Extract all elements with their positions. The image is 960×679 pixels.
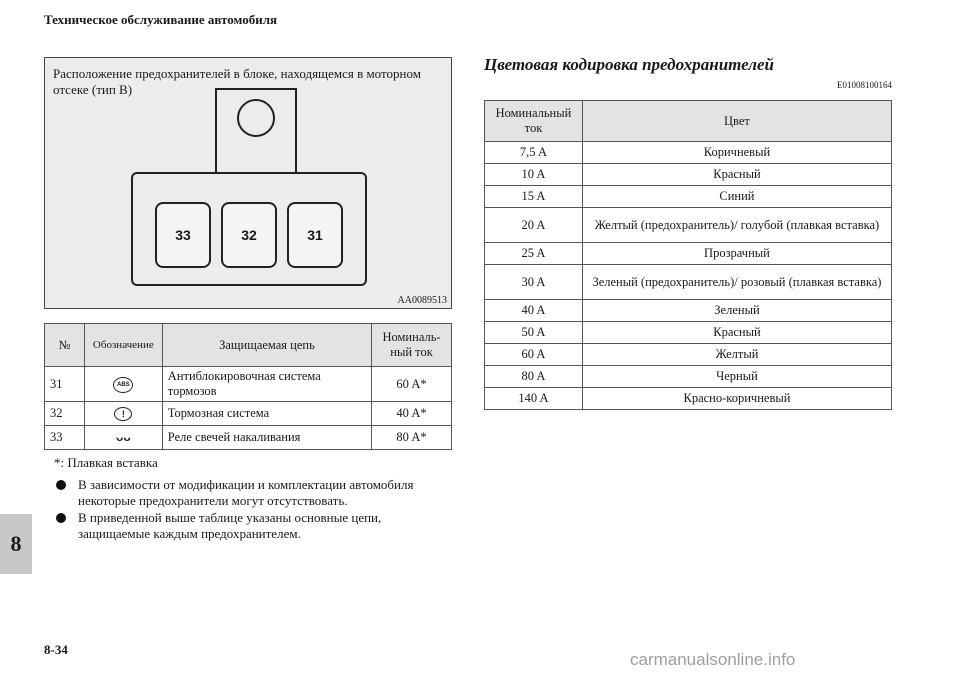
rating-cell: 50 A [485, 322, 583, 344]
figure-code: AA0089513 [397, 295, 447, 306]
rating-cell: 7,5 A [485, 142, 583, 164]
table-row [485, 322, 892, 344]
color-cell: Зеленый (предохранитель)/ розовый (плавкая вставка) [582, 265, 891, 300]
color-cell: Красный [582, 164, 891, 186]
circuit-name: Антиблокировочная система тормозов [162, 367, 371, 402]
table-row [485, 186, 892, 208]
table-row [485, 388, 892, 410]
brake-warning-icon: ! [114, 407, 132, 421]
bullet-icon [56, 480, 66, 490]
section-title: Цветовая кодировка предохранителей [484, 55, 774, 74]
fuse-table [44, 323, 452, 450]
color-cell: Красно-коричневый [582, 388, 891, 410]
table-row [485, 243, 892, 265]
col-header-number: № [45, 324, 85, 367]
bullet-icon [56, 513, 66, 523]
circuit-name: Тормозная система [162, 402, 371, 426]
rating-cell: 10 A [485, 164, 583, 186]
figure-caption: Расположение предохранителей в блоке, находящемся в моторном отсеке (тип B) [53, 66, 421, 97]
table-row [485, 208, 892, 243]
table-row [485, 164, 892, 186]
color-cell: Коричневый [582, 142, 891, 164]
table-row [485, 344, 892, 366]
notes-list [56, 477, 456, 543]
color-cell: Желтый [582, 344, 891, 366]
page-header: Техническое обслуживание автомобиля [44, 12, 278, 27]
symbol-cell [84, 426, 162, 450]
table-row [485, 300, 892, 322]
chapter-tab: 8 [0, 514, 32, 574]
rating-cell: 40 A [485, 300, 583, 322]
table-row [45, 367, 452, 402]
color-cell: Синий [582, 186, 891, 208]
col-header-symbol: Обозначение [84, 324, 162, 367]
color-cell: Черный [582, 366, 891, 388]
fuse-number: 32 [45, 402, 85, 426]
fuse-rating: 80 A* [372, 426, 452, 450]
table-row [45, 402, 452, 426]
mounting-hole [237, 99, 275, 137]
rating-cell: 80 A [485, 366, 583, 388]
section-code: E01008100164 [837, 80, 892, 90]
fuse-31: 31 [287, 202, 343, 268]
list-item [56, 477, 456, 509]
fuse-location-figure [44, 57, 452, 309]
rating-cell: 60 A [485, 344, 583, 366]
symbol-cell [84, 367, 162, 402]
fuse-number: 31 [45, 367, 85, 402]
fuse-color-table [484, 100, 892, 410]
fuse-rating: 40 A* [372, 402, 452, 426]
glow-plug-icon: ᴗᴗ [115, 430, 131, 444]
circuit-name: Реле свечей накаливания [162, 426, 371, 450]
fuse-number: 33 [45, 426, 85, 450]
rating-cell: 30 A [485, 265, 583, 300]
footnote: *: Плавкая вставка [54, 455, 158, 470]
note-text: В зависимости от модификации и комплектации автомобиля некоторые предохранители могут отсутствовать. [78, 477, 414, 508]
table-row [485, 265, 892, 300]
list-item [56, 510, 456, 542]
rating-cell: 25 A [485, 243, 583, 265]
col-header-rating: Номинальный ток [485, 101, 583, 142]
note-text: В приведенной выше таблице указаны основные цепи, защищаемые каждым предохранителем. [78, 510, 382, 541]
rating-cell: 20 A [485, 208, 583, 243]
col-header-circuit: Защищаемая цепь [162, 324, 371, 367]
col-header-color: Цвет [582, 101, 891, 142]
fuse-block [131, 172, 367, 286]
rating-cell: 15 A [485, 186, 583, 208]
color-cell: Зеленый [582, 300, 891, 322]
abs-icon: ABS [113, 377, 133, 393]
fuse-32: 32 [221, 202, 277, 268]
table-row [485, 366, 892, 388]
color-cell: Прозрачный [582, 243, 891, 265]
table-row [485, 142, 892, 164]
fuse-33: 33 [155, 202, 211, 268]
color-cell: Красный [582, 322, 891, 344]
col-header-rating: Номиналь-ный ток [372, 324, 452, 367]
symbol-cell [84, 402, 162, 426]
watermark: carmanualsonline.info [630, 650, 796, 669]
table-row [45, 426, 452, 450]
page-number: 8-34 [44, 642, 68, 657]
rating-cell: 140 A [485, 388, 583, 410]
color-cell: Желтый (предохранитель)/ голубой (плавкая вставка) [582, 208, 891, 243]
fuse-rating: 60 A* [372, 367, 452, 402]
